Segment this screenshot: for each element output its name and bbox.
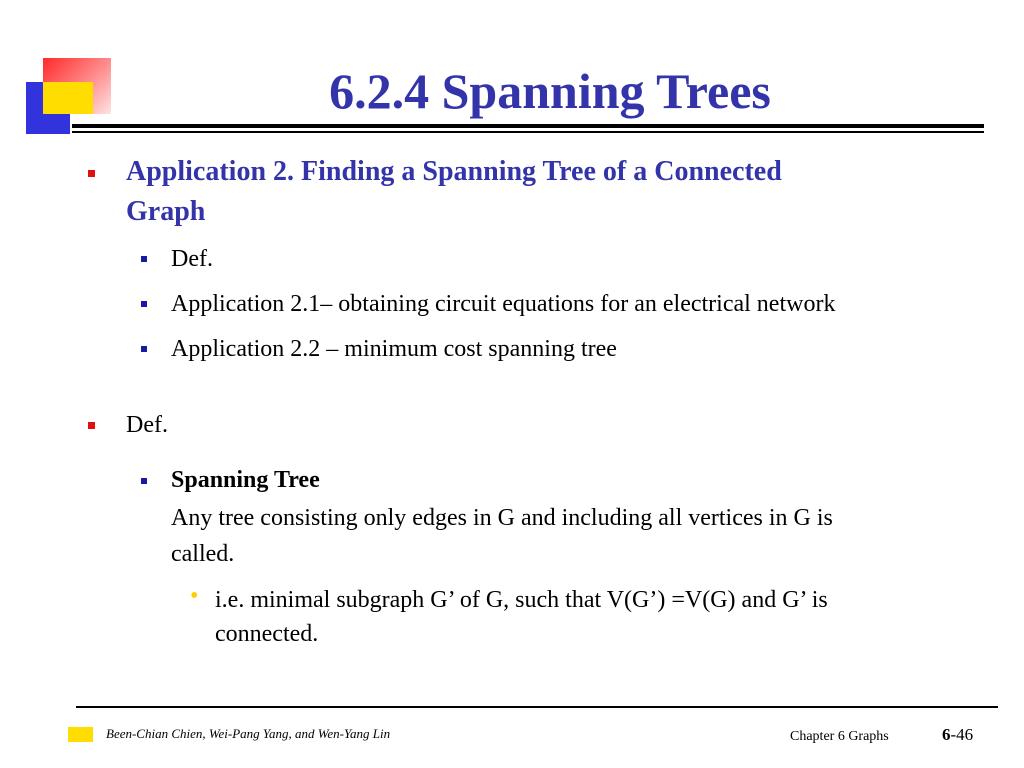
note-line2: connected. — [215, 621, 319, 647]
page-number-suffix: -46 — [950, 725, 974, 744]
bullet-level3: • — [190, 583, 199, 609]
footer-yellow-box — [68, 727, 93, 742]
slide-title: 6.2.4 Spanning Trees — [329, 63, 771, 119]
section2-heading: Def. — [126, 412, 168, 438]
footer-chapter: Chapter 6 Graphs — [790, 729, 889, 744]
bullet-level2 — [141, 301, 147, 307]
spanning-tree-term: Spanning Tree — [171, 467, 320, 493]
footer-authors: Been-Chian Chien, Wei-Pang Yang, and Wen-Yang Lin — [106, 726, 391, 741]
definition-line2: called. — [171, 541, 235, 567]
section1-heading-line1: Application 2. Finding a Spanning Tree of a Connected — [126, 156, 782, 187]
section1-item: Application 2.1– obtaining circuit equations for an electrical network — [171, 291, 836, 317]
section1-item: Def. — [171, 246, 213, 272]
page-number-prefix: 6 — [942, 725, 951, 744]
footer-rule — [76, 706, 998, 708]
definition-line1: Any tree consisting only edges in G and including all vertices in G is — [171, 505, 833, 531]
bullet-level2 — [141, 256, 147, 262]
bullet-level1 — [88, 422, 95, 429]
note-line1: i.e. minimal subgraph G’ of G, such that V(G’) =V(G) and G’ is — [215, 587, 828, 613]
page-number — [942, 725, 973, 745]
section1-heading-line2: Graph — [126, 196, 206, 227]
bullet-level1 — [88, 170, 95, 177]
bullet-level2 — [141, 346, 147, 352]
title-rule-thick — [72, 124, 984, 128]
section1-item: Application 2.2 – minimum cost spanning tree — [171, 336, 617, 362]
logo-yellow-square — [43, 82, 93, 114]
bullet-level2 — [141, 478, 147, 484]
title-rule-thin — [72, 131, 984, 133]
